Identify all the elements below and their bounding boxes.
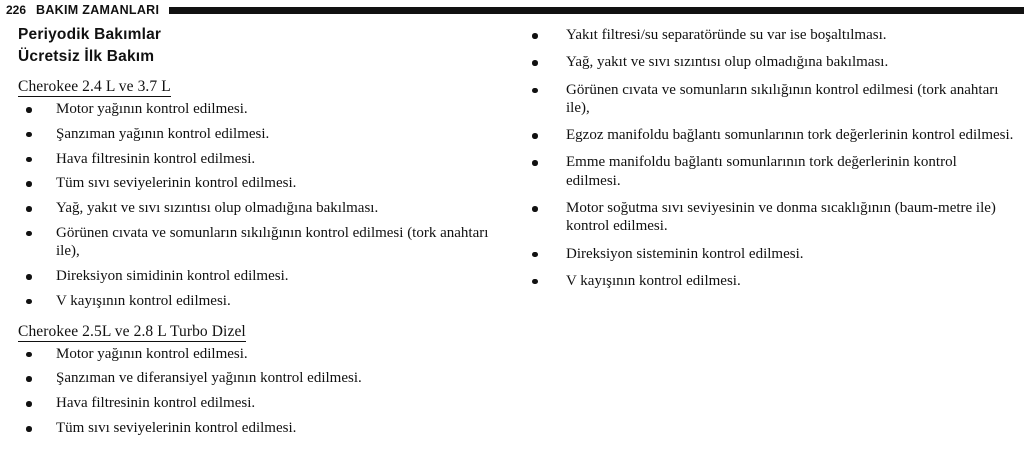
list-item xyxy=(12,292,502,310)
list-item-text: Yağ, yakıt ve sıvı sızıntısı olup olmadığına bakılması. xyxy=(56,200,379,217)
header-rule xyxy=(169,7,1024,14)
list-item xyxy=(12,125,502,143)
bullet-icon xyxy=(532,252,538,258)
list-item-text: Hava filtresinin kontrol edilmesi. xyxy=(56,395,256,412)
bullet-icon xyxy=(26,181,32,187)
page-header xyxy=(0,0,1024,20)
list-item-text: Görünen cıvata ve somunların sıkılığının kontrol edilmesi (tork anahtarı ile), xyxy=(566,81,999,116)
bullet-icon xyxy=(532,88,538,94)
list-item xyxy=(12,394,502,412)
bullet-icon xyxy=(532,133,538,139)
list-item xyxy=(522,26,1014,44)
bullet-icon xyxy=(26,299,32,305)
bullet-icon xyxy=(26,206,32,212)
bullet-icon xyxy=(26,157,32,163)
list-item xyxy=(522,126,1014,144)
list-item xyxy=(12,369,502,387)
list-item-text: Yağ, yakıt ve sıvı sızıntısı olup olmadığına bakılması. xyxy=(566,54,889,71)
list-item-text: Direksiyon simidinin kontrol edilmesi. xyxy=(56,268,289,285)
list-item-text: Direksiyon sisteminin kontrol edilmesi. xyxy=(566,245,804,262)
right-column xyxy=(522,26,1014,299)
list-item xyxy=(12,174,502,192)
bullet-icon xyxy=(532,33,538,39)
list-item-text: Tüm sıvı seviyelerinin kontrol edilmesi. xyxy=(56,175,297,192)
list-item-text: Tüm sıvı seviyelerinin kontrol edilmesi. xyxy=(56,420,297,437)
bullet-icon xyxy=(26,376,32,382)
group-cherokee-24-37 xyxy=(12,72,502,100)
list-item xyxy=(522,81,1014,118)
list-item xyxy=(12,150,502,168)
list-item-text: Şanzıman ve diferansiyel yağının kontrol edilmesi. xyxy=(56,370,362,387)
list-item-text: Görünen cıvata ve somunların sıkılığının kontrol edilmesi (tork anahtarı ile), xyxy=(56,224,489,260)
list-item-text: Egzoz manifoldu bağlantı somunlarının tork değerlerinin kontrol edilmesi. xyxy=(566,127,1014,144)
list-item-text: Emme manifoldu bağlantı somunlarının tork değerlerinin kontrol edilmesi. xyxy=(566,154,957,189)
list-item-text: Şanzıman yağının kontrol edilmesi. xyxy=(56,125,270,142)
list-item xyxy=(522,272,1014,290)
list-item-text: Yakıt filtresi/su separatöründe su var ise boşaltılması. xyxy=(566,27,887,43)
bullet-icon xyxy=(532,279,538,285)
checklist-group-1 xyxy=(12,100,502,310)
list-item xyxy=(522,199,1014,236)
bullet-icon xyxy=(26,231,32,237)
section-subtitle: Ücretsiz İlk Bakım xyxy=(18,48,155,65)
bullet-icon xyxy=(26,352,32,358)
bullet-icon xyxy=(532,206,538,212)
list-item xyxy=(522,153,1014,190)
group-cherokee-25-28-turbo-dizel xyxy=(12,317,502,345)
bullet-icon xyxy=(26,132,32,138)
bullet-icon xyxy=(26,401,32,407)
list-item-text: Hava filtresinin kontrol edilmesi. xyxy=(56,150,256,167)
checklist-group-2 xyxy=(12,345,502,438)
list-item xyxy=(522,53,1014,71)
group-heading: Cherokee 2.4 L ve 3.7 L xyxy=(18,78,171,95)
list-item-text: Motor soğutma sıvı seviyesinin ve donma sıcaklığının (baum-metre ile) kontrol edilmesi. xyxy=(566,200,996,235)
list-item xyxy=(12,419,502,437)
page-title: Periyodik Bakımlar xyxy=(18,26,162,43)
group-heading: Cherokee 2.5L ve 2.8 L Turbo Dizel xyxy=(18,322,246,340)
page-number: 226 xyxy=(6,3,27,17)
list-item-text: V kayışının kontrol edilmesi. xyxy=(566,272,741,289)
bullet-icon xyxy=(26,426,32,432)
list-item xyxy=(12,100,502,118)
header-title: BAKIM ZAMANLARI xyxy=(36,3,160,17)
bullet-icon xyxy=(26,107,32,113)
left-column xyxy=(12,26,502,444)
list-item xyxy=(12,267,502,285)
list-item-text: Motor yağının kontrol edilmesi. xyxy=(56,101,248,117)
list-item-text: Motor yağının kontrol edilmesi. xyxy=(56,345,248,362)
bullet-icon xyxy=(532,60,538,66)
bullet-icon xyxy=(26,274,32,280)
list-item xyxy=(12,199,502,217)
list-item xyxy=(12,224,502,261)
list-item xyxy=(522,245,1014,263)
list-item xyxy=(12,345,502,363)
list-item-text: V kayışının kontrol edilmesi. xyxy=(56,292,231,309)
checklist-group-3 xyxy=(522,26,1014,290)
bullet-icon xyxy=(532,160,538,166)
